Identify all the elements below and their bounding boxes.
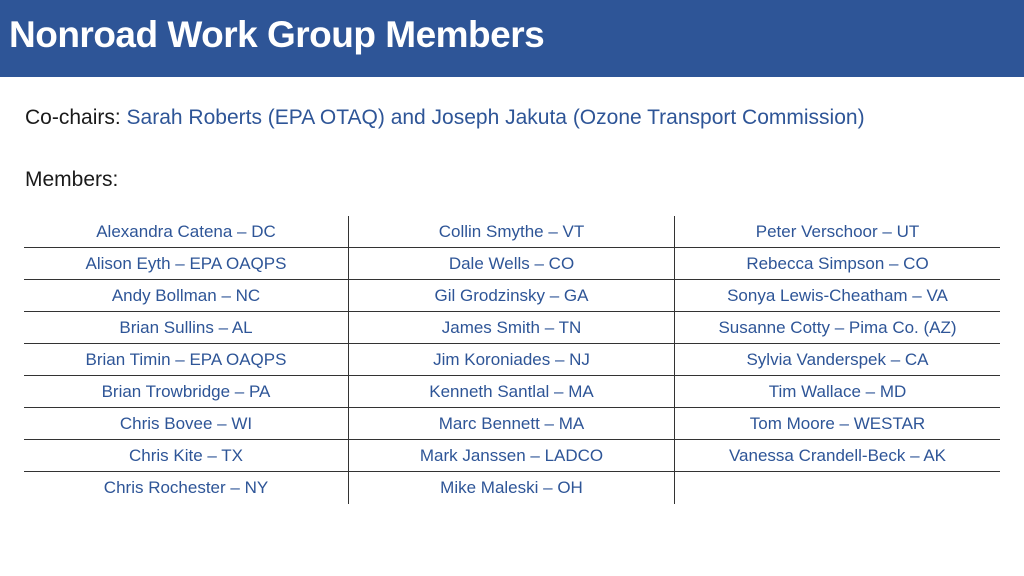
member-cell: Alison Eyth – EPA OAQPS: [24, 248, 349, 280]
slide-title: Nonroad Work Group Members: [9, 14, 545, 55]
member-cell: Dale Wells – CO: [349, 248, 675, 280]
members-label: Members:: [25, 168, 119, 191]
member-cell: Mark Janssen – LADCO: [349, 440, 675, 472]
member-cell: Chris Kite – TX: [24, 440, 349, 472]
member-cell: Andy Bollman – NC: [24, 280, 349, 312]
member-cell: Brian Timin – EPA OAQPS: [24, 344, 349, 376]
member-cell: Brian Sullins – AL: [24, 312, 349, 344]
cochairs-names: Sarah Roberts (EPA OTAQ) and Joseph Jakuta (Ozone Transport Commission): [126, 106, 865, 129]
title-bar: [0, 0, 1024, 77]
member-cell: Sonya Lewis-Cheatham – VA: [675, 280, 1000, 312]
member-cell: Jim Koroniades – NJ: [349, 344, 675, 376]
members-table: [24, 216, 1000, 504]
member-cell: Vanessa Crandell-Beck – AK: [675, 440, 1000, 472]
member-cell: Kenneth Santlal – MA: [349, 376, 675, 408]
member-cell: Tom Moore – WESTAR: [675, 408, 1000, 440]
member-cell: Chris Bovee – WI: [24, 408, 349, 440]
member-cell: Tim Wallace – MD: [675, 376, 1000, 408]
member-cell: Mike Maleski – OH: [349, 472, 675, 504]
member-cell: Peter Verschoor – UT: [675, 216, 1000, 248]
member-cell: [675, 472, 1000, 504]
member-cell: James Smith – TN: [349, 312, 675, 344]
member-cell: Brian Trowbridge – PA: [24, 376, 349, 408]
member-cell: Rebecca Simpson – CO: [675, 248, 1000, 280]
member-cell: Alexandra Catena – DC: [24, 216, 349, 248]
member-cell: Susanne Cotty – Pima Co. (AZ): [675, 312, 1000, 344]
member-cell: Gil Grodzinsky – GA: [349, 280, 675, 312]
member-cell: Sylvia Vanderspek – CA: [675, 344, 1000, 376]
cochairs-line: [25, 106, 865, 130]
member-cell: Chris Rochester – NY: [24, 472, 349, 504]
member-cell: Collin Smythe – VT: [349, 216, 675, 248]
member-cell: Marc Bennett – MA: [349, 408, 675, 440]
cochairs-label: Co-chairs:: [25, 106, 121, 129]
